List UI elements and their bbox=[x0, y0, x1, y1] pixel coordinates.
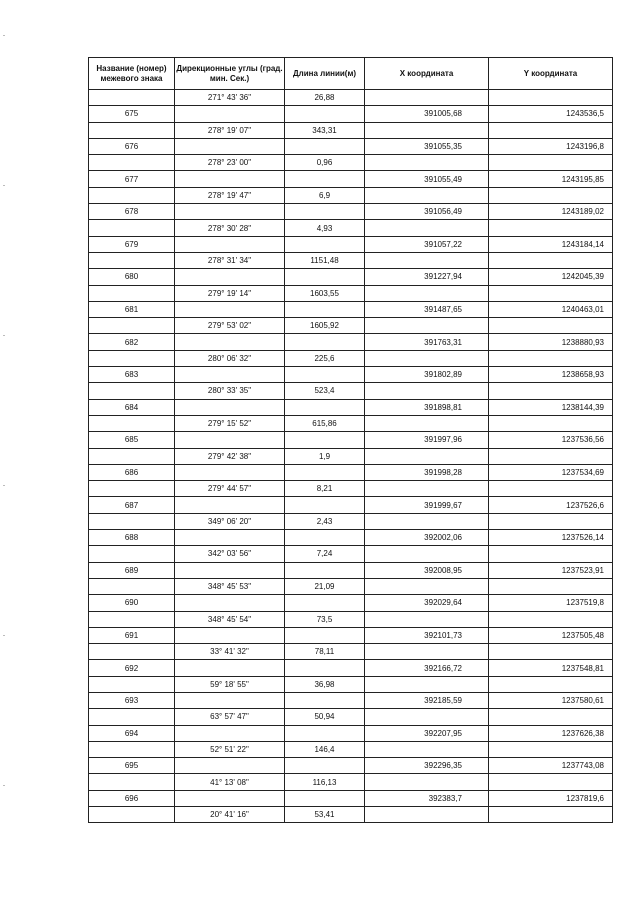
direction-angle: 33° 41' 32" bbox=[175, 644, 285, 660]
empty-cell bbox=[285, 595, 365, 611]
header-x-coordinate: X координата bbox=[365, 58, 489, 90]
empty-cell bbox=[89, 481, 175, 497]
direction-angle: 279° 53' 02" bbox=[175, 318, 285, 334]
point-row bbox=[89, 790, 613, 806]
point-name: 696 bbox=[89, 790, 175, 806]
empty-cell bbox=[489, 774, 613, 790]
empty-cell bbox=[175, 530, 285, 546]
margin-tick bbox=[3, 635, 5, 636]
point-row bbox=[89, 627, 613, 643]
line-length: 615,86 bbox=[285, 415, 365, 431]
empty-cell bbox=[489, 90, 613, 106]
line-length: 225,6 bbox=[285, 350, 365, 366]
empty-cell bbox=[285, 334, 365, 350]
y-coordinate: 1237526,6 bbox=[489, 497, 613, 513]
empty-cell bbox=[89, 90, 175, 106]
line-length: 73,5 bbox=[285, 611, 365, 627]
x-coordinate: 392029,64 bbox=[365, 595, 489, 611]
empty-cell bbox=[89, 807, 175, 823]
empty-cell bbox=[175, 367, 285, 383]
empty-cell bbox=[175, 692, 285, 708]
empty-cell bbox=[89, 448, 175, 464]
point-name: 676 bbox=[89, 138, 175, 154]
coordinates-sheet bbox=[88, 57, 612, 823]
empty-cell bbox=[365, 285, 489, 301]
empty-cell bbox=[285, 464, 365, 480]
empty-cell bbox=[365, 481, 489, 497]
x-coordinate: 391487,65 bbox=[365, 301, 489, 317]
y-coordinate: 1237523,91 bbox=[489, 562, 613, 578]
x-coordinate: 391055,35 bbox=[365, 138, 489, 154]
x-coordinate: 392166,72 bbox=[365, 660, 489, 676]
segment-row bbox=[89, 155, 613, 171]
point-name: 681 bbox=[89, 301, 175, 317]
empty-cell bbox=[489, 220, 613, 236]
empty-cell bbox=[285, 562, 365, 578]
x-coordinate: 391055,49 bbox=[365, 171, 489, 187]
point-name: 684 bbox=[89, 399, 175, 415]
point-row bbox=[89, 399, 613, 415]
point-row bbox=[89, 758, 613, 774]
x-coordinate: 391227,94 bbox=[365, 269, 489, 285]
direction-angle: 279° 44' 57" bbox=[175, 481, 285, 497]
margin-tick bbox=[3, 785, 5, 786]
segment-row bbox=[89, 122, 613, 138]
x-coordinate: 391005,68 bbox=[365, 106, 489, 122]
segment-row bbox=[89, 187, 613, 203]
segment-row bbox=[89, 90, 613, 106]
empty-cell bbox=[175, 334, 285, 350]
empty-cell bbox=[365, 90, 489, 106]
empty-cell bbox=[89, 774, 175, 790]
point-name: 680 bbox=[89, 269, 175, 285]
empty-cell bbox=[285, 106, 365, 122]
empty-cell bbox=[285, 725, 365, 741]
point-name: 695 bbox=[89, 758, 175, 774]
empty-cell bbox=[489, 350, 613, 366]
line-length: 26,88 bbox=[285, 90, 365, 106]
empty-cell bbox=[175, 399, 285, 415]
point-row bbox=[89, 660, 613, 676]
empty-cell bbox=[175, 660, 285, 676]
point-name: 675 bbox=[89, 106, 175, 122]
segment-row bbox=[89, 644, 613, 660]
empty-cell bbox=[489, 155, 613, 171]
line-length: 50,94 bbox=[285, 709, 365, 725]
line-length: 116,13 bbox=[285, 774, 365, 790]
empty-cell bbox=[365, 676, 489, 692]
line-length: 2,43 bbox=[285, 513, 365, 529]
y-coordinate: 1238880,93 bbox=[489, 334, 613, 350]
y-coordinate: 1237526,14 bbox=[489, 530, 613, 546]
line-length: 1603,55 bbox=[285, 285, 365, 301]
empty-cell bbox=[285, 301, 365, 317]
x-coordinate: 391997,96 bbox=[365, 432, 489, 448]
direction-angle: 278° 30' 28" bbox=[175, 220, 285, 236]
empty-cell bbox=[285, 204, 365, 220]
empty-cell bbox=[175, 204, 285, 220]
point-row bbox=[89, 530, 613, 546]
direction-angle: 41° 13' 08" bbox=[175, 774, 285, 790]
empty-cell bbox=[89, 741, 175, 757]
empty-cell bbox=[489, 807, 613, 823]
segment-row bbox=[89, 709, 613, 725]
header-y-coordinate: Y координата bbox=[489, 58, 613, 90]
empty-cell bbox=[285, 758, 365, 774]
empty-cell bbox=[285, 236, 365, 252]
empty-cell bbox=[175, 562, 285, 578]
empty-cell bbox=[285, 497, 365, 513]
direction-angle: 278° 31' 34" bbox=[175, 252, 285, 268]
point-row bbox=[89, 432, 613, 448]
point-name: 682 bbox=[89, 334, 175, 350]
y-coordinate: 1237505,48 bbox=[489, 627, 613, 643]
direction-angle: 20° 41' 16" bbox=[175, 807, 285, 823]
empty-cell bbox=[175, 171, 285, 187]
empty-cell bbox=[365, 774, 489, 790]
x-coordinate: 392296,35 bbox=[365, 758, 489, 774]
empty-cell bbox=[89, 155, 175, 171]
empty-cell bbox=[489, 285, 613, 301]
point-row bbox=[89, 595, 613, 611]
segment-row bbox=[89, 415, 613, 431]
direction-angle: 278° 23' 00" bbox=[175, 155, 285, 171]
empty-cell bbox=[285, 432, 365, 448]
empty-cell bbox=[365, 252, 489, 268]
x-coordinate: 391999,67 bbox=[365, 497, 489, 513]
table-body bbox=[89, 90, 613, 823]
y-coordinate: 1237626,38 bbox=[489, 725, 613, 741]
empty-cell bbox=[175, 627, 285, 643]
empty-cell bbox=[175, 269, 285, 285]
empty-cell bbox=[365, 318, 489, 334]
point-name: 688 bbox=[89, 530, 175, 546]
empty-cell bbox=[175, 790, 285, 806]
x-coordinate: 392101,73 bbox=[365, 627, 489, 643]
empty-cell bbox=[89, 513, 175, 529]
y-coordinate: 1237743,08 bbox=[489, 758, 613, 774]
line-length: 1605,92 bbox=[285, 318, 365, 334]
empty-cell bbox=[489, 448, 613, 464]
y-coordinate: 1243195,85 bbox=[489, 171, 613, 187]
y-coordinate: 1237819,6 bbox=[489, 790, 613, 806]
line-length: 78,11 bbox=[285, 644, 365, 660]
point-name: 679 bbox=[89, 236, 175, 252]
point-name: 691 bbox=[89, 627, 175, 643]
point-name: 693 bbox=[89, 692, 175, 708]
empty-cell bbox=[89, 611, 175, 627]
direction-angle: 348° 45' 54" bbox=[175, 611, 285, 627]
empty-cell bbox=[175, 725, 285, 741]
point-row bbox=[89, 204, 613, 220]
line-length: 36,98 bbox=[285, 676, 365, 692]
empty-cell bbox=[365, 220, 489, 236]
y-coordinate: 1243196,8 bbox=[489, 138, 613, 154]
empty-cell bbox=[89, 546, 175, 562]
point-row bbox=[89, 692, 613, 708]
segment-row bbox=[89, 611, 613, 627]
empty-cell bbox=[175, 758, 285, 774]
direction-angle: 278° 19' 07" bbox=[175, 122, 285, 138]
point-row bbox=[89, 301, 613, 317]
empty-cell bbox=[285, 138, 365, 154]
empty-cell bbox=[365, 644, 489, 660]
direction-angle: 278° 19' 47" bbox=[175, 187, 285, 203]
empty-cell bbox=[89, 383, 175, 399]
line-length: 146,4 bbox=[285, 741, 365, 757]
margin-tick bbox=[3, 335, 5, 336]
x-coordinate: 391898,81 bbox=[365, 399, 489, 415]
direction-angle: 348° 45' 53" bbox=[175, 578, 285, 594]
empty-cell bbox=[365, 513, 489, 529]
point-row bbox=[89, 497, 613, 513]
line-length: 343,31 bbox=[285, 122, 365, 138]
empty-cell bbox=[365, 807, 489, 823]
empty-cell bbox=[285, 171, 365, 187]
segment-row bbox=[89, 285, 613, 301]
empty-cell bbox=[89, 122, 175, 138]
x-coordinate: 392002,06 bbox=[365, 530, 489, 546]
direction-angle: 63° 57' 47" bbox=[175, 709, 285, 725]
y-coordinate: 1240463,01 bbox=[489, 301, 613, 317]
empty-cell bbox=[89, 220, 175, 236]
point-name: 686 bbox=[89, 464, 175, 480]
empty-cell bbox=[285, 367, 365, 383]
empty-cell bbox=[285, 790, 365, 806]
empty-cell bbox=[489, 383, 613, 399]
direction-angle: 279° 15' 52" bbox=[175, 415, 285, 431]
point-name: 687 bbox=[89, 497, 175, 513]
point-row bbox=[89, 562, 613, 578]
line-length: 4,93 bbox=[285, 220, 365, 236]
x-coordinate: 391802,89 bbox=[365, 367, 489, 383]
segment-row bbox=[89, 741, 613, 757]
line-length: 7,24 bbox=[285, 546, 365, 562]
coordinates-table bbox=[88, 57, 613, 823]
direction-angle: 280° 33' 35" bbox=[175, 383, 285, 399]
empty-cell bbox=[489, 122, 613, 138]
point-row bbox=[89, 334, 613, 350]
empty-cell bbox=[489, 741, 613, 757]
y-coordinate: 1237519,8 bbox=[489, 595, 613, 611]
x-coordinate: 391057,22 bbox=[365, 236, 489, 252]
point-name: 690 bbox=[89, 595, 175, 611]
point-row bbox=[89, 236, 613, 252]
empty-cell bbox=[89, 709, 175, 725]
x-coordinate: 392185,59 bbox=[365, 692, 489, 708]
point-row bbox=[89, 138, 613, 154]
empty-cell bbox=[489, 252, 613, 268]
empty-cell bbox=[365, 741, 489, 757]
segment-row bbox=[89, 546, 613, 562]
line-length: 8,21 bbox=[285, 481, 365, 497]
line-length: 523,4 bbox=[285, 383, 365, 399]
segment-row bbox=[89, 252, 613, 268]
point-name: 683 bbox=[89, 367, 175, 383]
y-coordinate: 1242045,39 bbox=[489, 269, 613, 285]
x-coordinate: 392008,95 bbox=[365, 562, 489, 578]
direction-angle: 349° 06' 20" bbox=[175, 513, 285, 529]
x-coordinate: 391056,49 bbox=[365, 204, 489, 220]
x-coordinate: 392383,7 bbox=[365, 790, 489, 806]
y-coordinate: 1237548,81 bbox=[489, 660, 613, 676]
empty-cell bbox=[489, 644, 613, 660]
segment-row bbox=[89, 350, 613, 366]
empty-cell bbox=[365, 611, 489, 627]
header-row bbox=[89, 58, 613, 90]
empty-cell bbox=[489, 676, 613, 692]
empty-cell bbox=[175, 236, 285, 252]
point-row bbox=[89, 106, 613, 122]
y-coordinate: 1237534,69 bbox=[489, 464, 613, 480]
direction-angle: 279° 19' 14" bbox=[175, 285, 285, 301]
empty-cell bbox=[89, 676, 175, 692]
empty-cell bbox=[365, 383, 489, 399]
empty-cell bbox=[89, 187, 175, 203]
line-length: 1,9 bbox=[285, 448, 365, 464]
segment-row bbox=[89, 383, 613, 399]
empty-cell bbox=[285, 269, 365, 285]
empty-cell bbox=[175, 432, 285, 448]
empty-cell bbox=[489, 187, 613, 203]
line-length: 21,09 bbox=[285, 578, 365, 594]
x-coordinate: 392207,95 bbox=[365, 725, 489, 741]
empty-cell bbox=[175, 106, 285, 122]
empty-cell bbox=[89, 285, 175, 301]
point-row bbox=[89, 464, 613, 480]
margin-tick bbox=[3, 35, 5, 36]
point-row bbox=[89, 367, 613, 383]
margin-tick bbox=[3, 185, 5, 186]
direction-angle: 52° 51' 22" bbox=[175, 741, 285, 757]
empty-cell bbox=[285, 399, 365, 415]
point-row bbox=[89, 269, 613, 285]
empty-cell bbox=[89, 350, 175, 366]
y-coordinate: 1237536,56 bbox=[489, 432, 613, 448]
empty-cell bbox=[365, 578, 489, 594]
direction-angle: 271° 43' 36" bbox=[175, 90, 285, 106]
direction-angle: 279° 42' 38" bbox=[175, 448, 285, 464]
empty-cell bbox=[365, 155, 489, 171]
header-line-length: Длина линии(м) bbox=[285, 58, 365, 90]
line-length: 6,9 bbox=[285, 187, 365, 203]
empty-cell bbox=[489, 709, 613, 725]
empty-cell bbox=[365, 350, 489, 366]
empty-cell bbox=[365, 187, 489, 203]
header-direction-angle: Дирекционные углы (град. мин. Сек.) bbox=[175, 58, 285, 90]
empty-cell bbox=[365, 415, 489, 431]
empty-cell bbox=[285, 627, 365, 643]
segment-row bbox=[89, 807, 613, 823]
margin-tick bbox=[3, 485, 5, 486]
segment-row bbox=[89, 448, 613, 464]
segment-row bbox=[89, 481, 613, 497]
empty-cell bbox=[285, 692, 365, 708]
point-row bbox=[89, 725, 613, 741]
y-coordinate: 1238658,93 bbox=[489, 367, 613, 383]
segment-row bbox=[89, 774, 613, 790]
empty-cell bbox=[365, 448, 489, 464]
x-coordinate: 391763,31 bbox=[365, 334, 489, 350]
empty-cell bbox=[365, 122, 489, 138]
point-row bbox=[89, 171, 613, 187]
empty-cell bbox=[489, 546, 613, 562]
empty-cell bbox=[175, 138, 285, 154]
empty-cell bbox=[489, 578, 613, 594]
y-coordinate: 1243189,02 bbox=[489, 204, 613, 220]
x-coordinate: 391998,28 bbox=[365, 464, 489, 480]
header-point-name: Название (номер) межевого знака bbox=[89, 58, 175, 90]
empty-cell bbox=[175, 595, 285, 611]
empty-cell bbox=[89, 578, 175, 594]
segment-row bbox=[89, 513, 613, 529]
empty-cell bbox=[89, 318, 175, 334]
empty-cell bbox=[489, 415, 613, 431]
empty-cell bbox=[89, 415, 175, 431]
empty-cell bbox=[175, 497, 285, 513]
y-coordinate: 1237580,61 bbox=[489, 692, 613, 708]
direction-angle: 342° 03' 56" bbox=[175, 546, 285, 562]
y-coordinate: 1243536,5 bbox=[489, 106, 613, 122]
segment-row bbox=[89, 318, 613, 334]
empty-cell bbox=[89, 252, 175, 268]
empty-cell bbox=[489, 513, 613, 529]
empty-cell bbox=[175, 464, 285, 480]
empty-cell bbox=[489, 481, 613, 497]
point-name: 685 bbox=[89, 432, 175, 448]
empty-cell bbox=[365, 709, 489, 725]
direction-angle: 59° 18' 55" bbox=[175, 676, 285, 692]
empty-cell bbox=[285, 530, 365, 546]
segment-row bbox=[89, 220, 613, 236]
point-name: 689 bbox=[89, 562, 175, 578]
line-length: 0,96 bbox=[285, 155, 365, 171]
point-name: 677 bbox=[89, 171, 175, 187]
empty-cell bbox=[89, 644, 175, 660]
y-coordinate: 1243184,14 bbox=[489, 236, 613, 252]
line-length: 1151,48 bbox=[285, 252, 365, 268]
empty-cell bbox=[489, 611, 613, 627]
empty-cell bbox=[175, 301, 285, 317]
point-name: 694 bbox=[89, 725, 175, 741]
segment-row bbox=[89, 676, 613, 692]
empty-cell bbox=[489, 318, 613, 334]
empty-cell bbox=[285, 660, 365, 676]
direction-angle: 280° 06' 32" bbox=[175, 350, 285, 366]
point-name: 678 bbox=[89, 204, 175, 220]
empty-cell bbox=[365, 546, 489, 562]
segment-row bbox=[89, 578, 613, 594]
y-coordinate: 1238144,39 bbox=[489, 399, 613, 415]
line-length: 53,41 bbox=[285, 807, 365, 823]
point-name: 692 bbox=[89, 660, 175, 676]
